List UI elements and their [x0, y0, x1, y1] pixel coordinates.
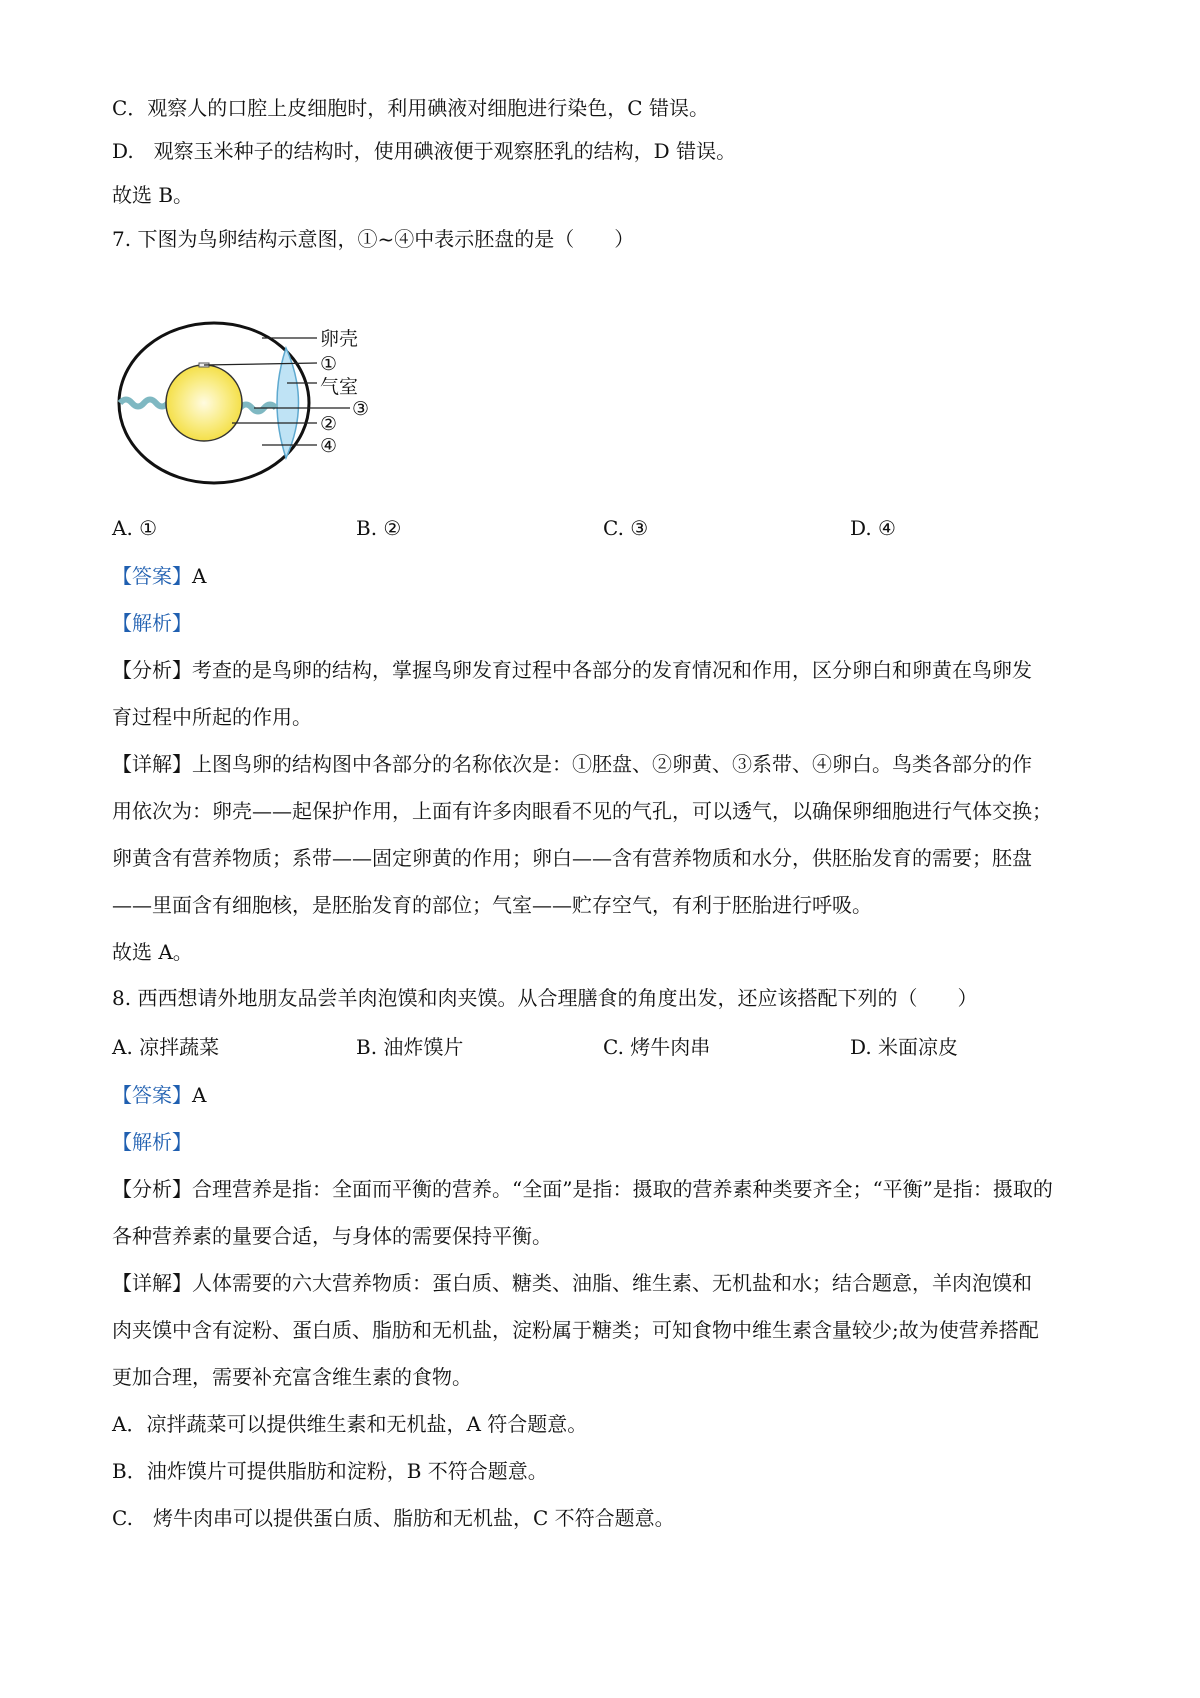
analysis-7 [112, 656, 1032, 684]
text-line: D. 观察玉米种子的结构时，使用碘液便于观察胚乳的结构，D 错误。 [112, 139, 737, 163]
text-line: 故选 A。 [112, 940, 193, 964]
q7-option-c: C. ③ [603, 516, 649, 540]
text-line: 各种营养素的量要合适，与身体的需要保持平衡。 [112, 1224, 552, 1248]
text-line: C．观察人的口腔上皮细胞时，利用碘液对细胞进行染色，C 错误。 [112, 96, 709, 120]
text-line: 用依次为：卵壳——起保护作用，上面有许多肉眼看不见的气孔，可以透气，以确保卵细胞进行气体交换； [112, 799, 1052, 823]
text-line: 肉夹馍中含有淀粉、蛋白质、脂肪和无机盐，淀粉属于糖类；可知食物中维生素含量较少;故为使营养搭配 [112, 1318, 1039, 1342]
label-1: ① [320, 353, 338, 375]
text-line: 更加合理，需要补充富含维生素的食物。 [112, 1365, 472, 1389]
q8-option-b: B. 油炸馍片 [356, 1035, 464, 1059]
answer-tag: 【答案】 [112, 1083, 192, 1107]
xiangjie-text: 上图鸟卵的结构图中各部分的名称依次是：①胚盘、②卵黄、③系带、④卵白。鸟类各部分的作 [192, 752, 1032, 776]
text-line: A．凉拌蔬菜可以提供维生素和无机盐，A 符合题意。 [112, 1412, 588, 1436]
answer-8 [112, 1081, 206, 1109]
q7-option-b: B. ② [356, 516, 402, 540]
text-line: B．油炸馍片可提供脂肪和淀粉，B 不符合题意。 [112, 1459, 548, 1483]
analysis-tag: 【解析】 [112, 1130, 192, 1154]
label-4: ④ [320, 435, 338, 457]
q8-option-d: D. 米面凉皮 [850, 1035, 959, 1059]
egg-diagram [112, 308, 412, 498]
label-shell: 卵壳 [320, 328, 359, 350]
detail-7 [112, 750, 1032, 778]
q8-option-c: C. 烤牛肉串 [603, 1035, 711, 1059]
yolk [166, 365, 242, 441]
text-line: 育过程中所起的作用。 [112, 705, 312, 729]
analysis-tag: 【解析】 [112, 611, 192, 635]
detail-8 [112, 1269, 1032, 1297]
question-7: 7. 下图为鸟卵结构示意图，①~④中表示胚盘的是（ ） [112, 227, 635, 251]
answer-value: A [192, 1083, 207, 1107]
xiangjie-tag: 【详解】 [112, 752, 192, 776]
fenxi-tag: 【分析】 [112, 1177, 192, 1201]
text-line: C. 烤牛肉串可以提供蛋白质、脂肪和无机盐，C 不符合题意。 [112, 1506, 675, 1530]
answer-tag: 【答案】 [112, 564, 192, 588]
q8-option-a: A. 凉拌蔬菜 [112, 1035, 220, 1059]
fenxi-tag: 【分析】 [112, 658, 192, 682]
xiangjie-text: 人体需要的六大营养物质：蛋白质、糖类、油脂、维生素、无机盐和水；结合题意，羊肉泡馍和 [192, 1271, 1032, 1295]
xiangjie-tag: 【详解】 [112, 1271, 192, 1295]
label-2: ② [320, 413, 338, 435]
answer-7 [112, 562, 206, 590]
q7-option-a: A. ① [112, 516, 158, 540]
text-line: 故选 B。 [112, 183, 194, 207]
answer-value: A [192, 564, 207, 588]
analysis-8 [112, 1175, 1053, 1203]
q7-option-d: D. ④ [850, 516, 896, 540]
text-line: 卵黄含有营养物质；系带——固定卵黄的作用；卵白——含有营养物质和水分，供胚胎发育的需要；胚盘 [112, 846, 1032, 870]
fenxi-text: 合理营养是指：全面而平衡的营养。“全面”是指：摄取的营养素种类要齐全；“平衡”是指：摄取的 [192, 1177, 1053, 1201]
question-8: 8. 西西想请外地朋友品尝羊肉泡馍和肉夹馍。从合理膳食的角度出发，还应该搭配下列的（ ） [112, 986, 978, 1010]
text-line: ——里面含有细胞核，是胚胎发育的部位；气室——贮存空气，有利于胚胎进行呼吸。 [112, 893, 872, 917]
fenxi-text: 考查的是鸟卵的结构，掌握鸟卵发育过程中各部分的发育情况和作用，区分卵白和卵黄在鸟卵发 [192, 658, 1032, 682]
label-air-cell: 气室 [320, 376, 359, 398]
egg-structure-figure [112, 308, 412, 498]
label-3: ③ [352, 398, 370, 420]
